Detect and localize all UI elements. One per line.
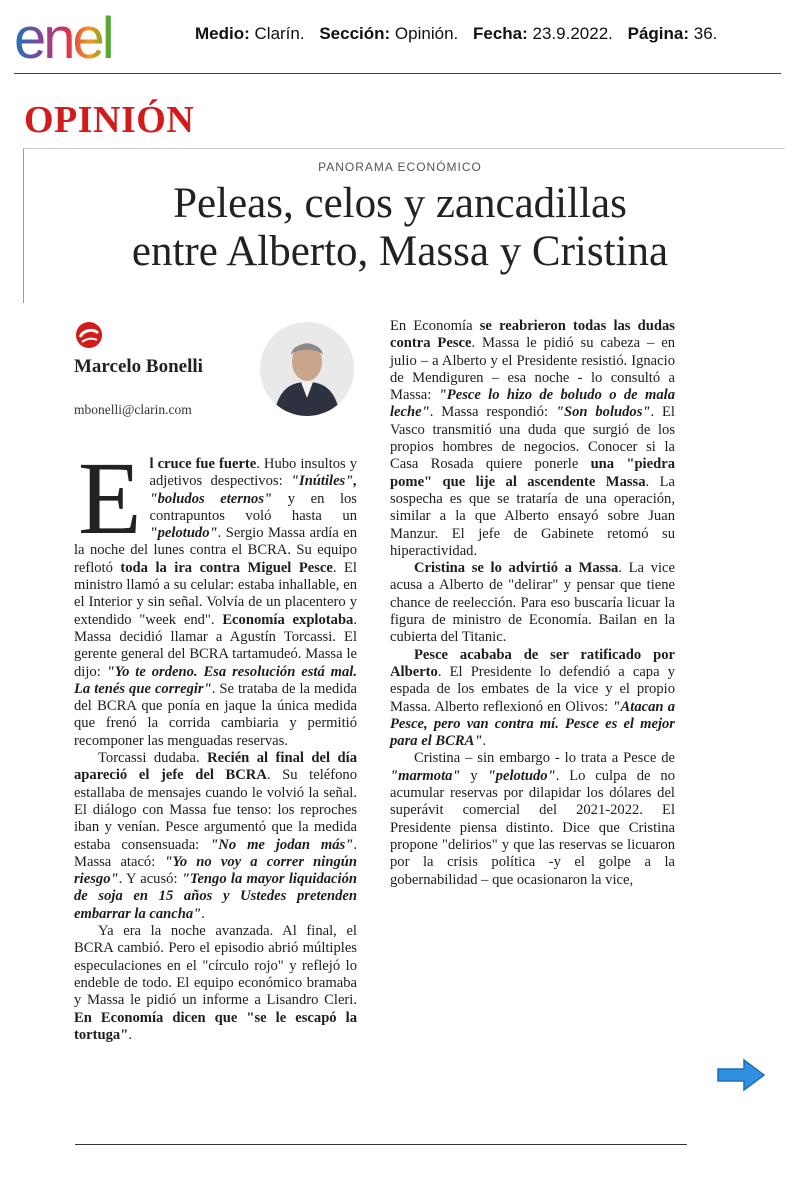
headline-line-1: Peleas, celos y zancadillas [173, 180, 627, 227]
text-run: Pesce acababa de ser ratificado por Alberto [390, 646, 675, 680]
text-run: En Economía dicen que "se le escapó la tortuga" [74, 1009, 357, 1043]
portrait-icon [260, 322, 354, 416]
fecha-label: Fecha: [472, 24, 528, 43]
text-run: "Tengo la mayor liquidación de soja en 15 años y Ustedes pretenden embarrar la cancha" [74, 871, 357, 922]
text-run: . La sospecha es que se trataría de una operación, similar a la que Alberto ensayó sobre Juan Manzur. El jefe de Gabinete retomó su hiperactividad. [390, 473, 675, 559]
text-run: Ya era la noche avanzada. Al final, el BCRA cambió. Pero el episodio abrió múltiples especulaciones en el "círculo rojo" y reflejó lo endeble de todo. El equipo económico bramaba y Massa le pidió un informe a Lisandro Cleri. [74, 923, 357, 1009]
enel-logo [14, 8, 174, 68]
medio-label: Medio: [195, 24, 250, 43]
article-headline [40, 180, 760, 276]
article-paragraph [390, 647, 675, 751]
text-run: "Son boludos" [555, 404, 651, 421]
seccion-value: Opinión. [394, 24, 459, 43]
text-run: "Inútiles", "boludos eternos" [149, 473, 357, 507]
article-paragraph [390, 560, 675, 646]
text-run: Cristina – sin embargo - lo trata a Pesce de [414, 750, 675, 767]
text-run: . Su teléfono estallaba de mensajes cuando le volvió la señal. El diálogo con Massa fue tenso: los reproches iban y venían. Pesce argumentó que la medida estaba consensuada: [74, 767, 357, 853]
text-run: . Massa atacó: [74, 836, 357, 870]
article-kicker: PANORAMA ECONÓMICO [318, 160, 482, 174]
text-run: . Y acusó: [118, 871, 182, 888]
text-run: l cruce fue fuerte [149, 456, 257, 472]
text-run: En Economía [390, 318, 480, 334]
seccion-label: Sección: [319, 24, 391, 43]
article-paragraph [74, 750, 357, 923]
text-run: . Massa decidió llamar a Agustín Torcassi. El gerente general del BCRA tartamudeó. Massa le dijo: [74, 611, 358, 680]
text-run: se reabrieron todas las dudas contra Pesce [390, 318, 675, 352]
text-run: . Sergio Massa ardía en la noche del lunes contra el BCRA. Su equipo reflotó [74, 525, 357, 576]
medio-value: Clarín. [254, 24, 305, 43]
text-run: . El Presidente lo defendió a capa y espada de los embates de la vice y el propio Massa. Alberto reflexionó en Olivos: [390, 663, 675, 715]
document-metadata [195, 24, 717, 44]
article-column-2 [390, 318, 675, 889]
article-paragraph [74, 923, 357, 1044]
text-run: . [128, 1026, 132, 1043]
text-run: "Atacan a Pesce, pero van contra mí. Pesce es el mejor para el BCRA" [390, 698, 675, 750]
pagina-value: 36. [693, 24, 718, 43]
text-run: . Hubo insultos y adjetivos despectivos: [149, 456, 358, 490]
text-run: . Massa respondió: [429, 404, 556, 421]
footer-divider [75, 1144, 687, 1145]
text-run: Torcassi dudaba. [98, 750, 208, 767]
section-top-border [23, 148, 785, 149]
text-run: "Yo te ordeno. Esa resolución está mal. La tenés que corregir" [74, 663, 358, 697]
headline-line-2: entre Alberto, Massa y Cristina [131, 228, 669, 275]
next-page-arrow-icon[interactable] [716, 1058, 766, 1092]
text-run: "Pesce lo hizo de boludo o de mala leche" [390, 387, 675, 421]
drop-cap: E [78, 441, 142, 556]
section-title: OPINIÓN [24, 99, 195, 141]
author-name: Marcelo Bonelli [74, 356, 203, 377]
article-paragraph [390, 750, 675, 888]
text-run: . Massa le pidió su cabeza – en julio – a Alberto y el Presidente resistió. Ignacio de Mendiguren – esa noche - lo consultó a Massa: [390, 335, 675, 404]
text-run: y en los contrapuntos voló hasta un [149, 490, 357, 524]
author-email: mbonelli@clarin.com [74, 402, 192, 417]
text-run: . Se trataba de la medida del BCRA que ponía en jaque la única medida que frenó la corrida cambiaria y permitió recomponer las menguadas reservas. [74, 680, 357, 749]
text-run: Cristina se lo advirtió a Massa [414, 560, 619, 577]
text-run: una "piedra pome" que lije al ascendente Massa [390, 456, 675, 490]
text-run: "pelotudo" [149, 525, 218, 542]
clarin-logo-icon [74, 320, 104, 350]
text-run: . El ministro llamó a su celular: estaba inhallable, en el Interior y sin señal. Volvía de un placentero y extendido "week end". [74, 559, 357, 628]
column-1-body [74, 441, 358, 1044]
pagina-label: Página: [627, 24, 690, 43]
header-divider [14, 73, 781, 74]
text-run: Economía explotaba [222, 611, 354, 628]
text-run: "marmota" [390, 767, 461, 784]
author-portrait [260, 322, 354, 416]
text-run: . Lo culpa de no acumular reservas por dilapidar los dólares del superávit comercial del 2021-2022. El Presidente piensa distinto. Dice que Cristina propone "delirios" y que las reservas se licuaron por la crisis política -y el golpe a la gobernabilidad – que ocasionaron la vice, [390, 767, 675, 888]
article-paragraph [390, 318, 675, 560]
text-run: y [460, 767, 488, 784]
text-run: "Yo no voy a correr ningún riesgo" [74, 853, 357, 888]
text-run: toda la ira contra Miguel Pesce [120, 559, 333, 576]
text-run: . [482, 733, 487, 750]
text-run: "No me jodan más" [210, 836, 354, 853]
fecha-value: 23.9.2022. [532, 24, 613, 43]
text-run: . La vice acusa a Alberto de "delirar" y pensar que tiene chance de reelección. Para eso buscaría licuar la figura de ministro de Economía. Bailan en la cubierta del Titanic. [390, 560, 675, 646]
text-run: "pelotudo" [487, 767, 556, 784]
column-2-body [390, 318, 675, 889]
text-run: . El Vasco transmitió una duda que surgió de los propios hombres de negocios. Conocer si la Casa Rosada quiere ponerle [390, 404, 675, 473]
text-run: . [201, 905, 205, 922]
logo-text: enel [14, 8, 112, 68]
article-column-1 [74, 441, 358, 1044]
text-run: Recién al final del día apareció el jefe del BCRA [74, 750, 357, 784]
